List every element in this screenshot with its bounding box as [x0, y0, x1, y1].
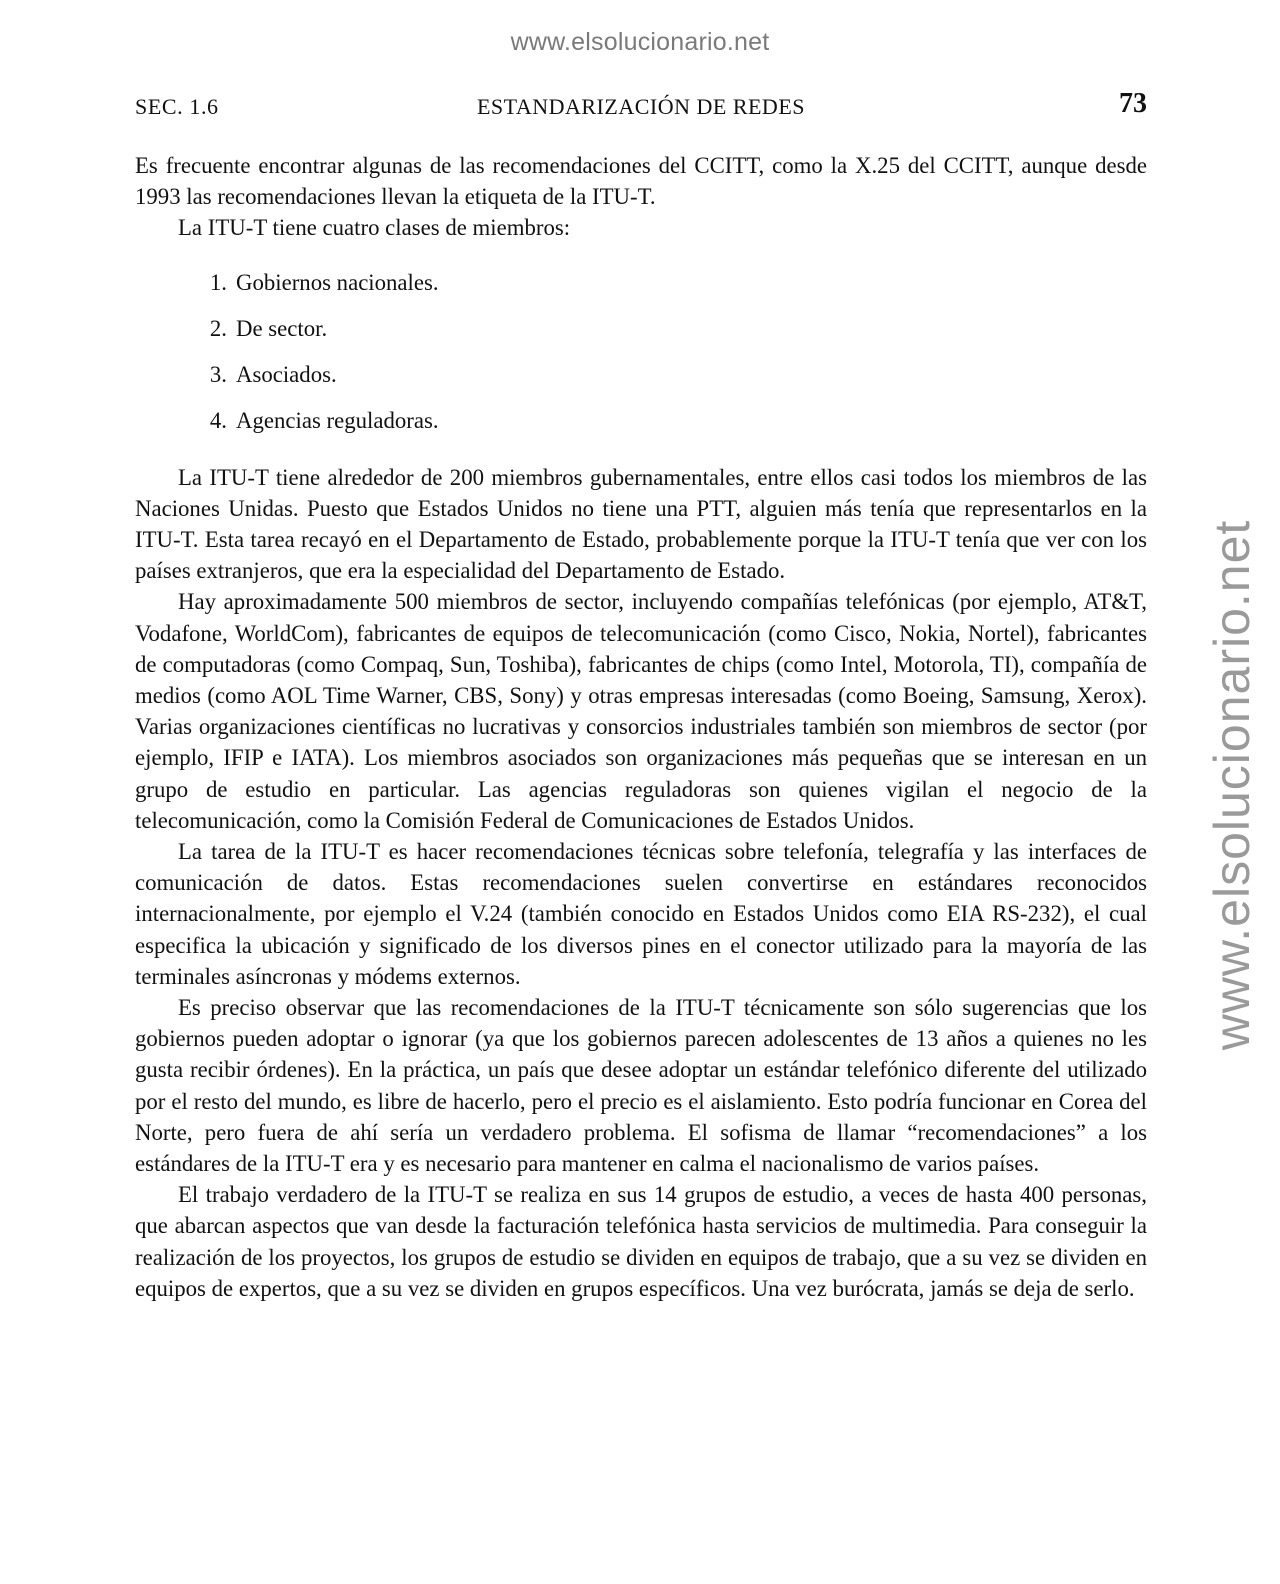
list-item-number: 2.	[209, 315, 227, 341]
paragraph-intro: Es frecuente encontrar algunas de las recomendaciones del CCITT, como la X.25 del CCITT, aunque desde 1993 las recomendaciones llevan la etiqueta de la ITU-T.	[135, 153, 1147, 210]
list-item-text: Agencias reguladoras.	[236, 407, 439, 433]
member-class-list	[135, 260, 1147, 444]
list-item	[135, 306, 1147, 352]
running-head	[135, 90, 1147, 126]
list-item-number: 3.	[209, 361, 227, 387]
paragraph-classes: La ITU-T tiene cuatro clases de miembros:	[178, 215, 571, 241]
paragraph-itu-task: La tarea de la ITU-T es hacer recomendaciones técnicas sobre telefonía, telegrafía y las interfaces de comunicación de datos. Estas recomendaciones suelen convertirse en estándares reconocidos internacionalmente, por ejemplo el V.24 (también conocido en Estados Unidos como EIA RS-232), el cual especifica la ubicación y significado de los diversos pines en el conector utilizado para la mayoría de las terminales asíncronas y módems externos.	[135, 839, 1147, 989]
list-item-number: 4.	[209, 407, 227, 433]
list-item	[135, 352, 1147, 398]
paragraph-government-members: La ITU-T tiene alrededor de 200 miembros gubernamentales, entre ellos casi todos los miembros de las Naciones Unidas. Puesto que Estados Unidos no tiene una PTT, alguien más tenía que representarlos en la ITU-T. Esta tarea recayó en el Departamento de Estado, probablemente porque la ITU-T tenía que ver con los países extranjeros, que era la especialidad del Departamento de Estado.	[135, 464, 1147, 584]
page-number: 73	[1119, 88, 1147, 119]
paragraph-sector-members: Hay aproximadamente 500 miembros de sector, incluyendo compañías telefónicas (por ejemplo, AT&T, Vodafone, WorldCom), fabricantes de equipos de telecomunicación (como Cisco, Nokia, Nortel), fabricantes de computadoras (como Compaq, Sun, Toshiba), fabricantes de chips (como Intel, Motorola, TI), compañía de medios (como AOL Time Warner, CBS, Sony) y otras empresas interesadas (como Boeing, Samsung, Xerox). Varias organizaciones científicas no lucrativas y consorcios industriales también son miembros de sector (por ejemplo, IFIP e IATA). Los miembros asociados son organizaciones más pequeñas que se interesan en un grupo de estudio en particular. Las agencias reguladoras son quienes vigilan el negocio de la telecomunicación, como la Comisión Federal de Comunicaciones de Estados Unidos.	[135, 589, 1147, 833]
list-item-text: Asociados.	[236, 361, 337, 387]
watermark-top: www.elsolucionario.net	[510, 28, 770, 56]
list-item	[135, 398, 1147, 444]
list-item-text: De sector.	[236, 315, 328, 341]
list-item-text: Gobiernos nacionales.	[236, 269, 439, 295]
watermark-side: www.elsolucionario.net	[1204, 519, 1260, 1051]
list-item-number: 1.	[209, 269, 227, 295]
list-item	[135, 260, 1147, 306]
section-number: SEC. 1.6	[135, 94, 219, 119]
paragraph-study-groups: El trabajo verdadero de la ITU-T se realiza en sus 14 grupos de estudio, a veces de hasta 400 personas, que abarcan aspectos que van desde la facturación telefónica hasta servicios de multimedia. Para conseguir la realización de los proyectos, los grupos de estudio se dividen en equipos de trabajo, que a su vez se dividen en equipos de expertos, que a su vez se dividen en grupos específicos. Una vez burócrata, jamás se deja de serlo.	[135, 1182, 1147, 1301]
section-title: ESTANDARIZACIÓN DE REDES	[476, 94, 805, 119]
body-text	[135, 150, 1147, 1304]
paragraph-recommendations: Es preciso observar que las recomendaciones de la ITU-T técnicamente son sólo sugerencias que los gobiernos pueden adoptar o ignorar (ya que los gobiernos parecen adolescentes de 13 años a quienes no les gusta recibir órdenes). En la práctica, un país que desee adoptar un estándar telefónico diferente del utilizado por el resto del mundo, es libre de hacerlo, pero el precio es el aislamiento. Esto podría funcionar en Corea del Norte, pero fuera de ahí sería un verdadero problema. El sofisma de llamar “recomendaciones” a los estándares de la ITU-T era y es necesario para mantener en calma el nacionalismo de varios países.	[135, 995, 1147, 1177]
